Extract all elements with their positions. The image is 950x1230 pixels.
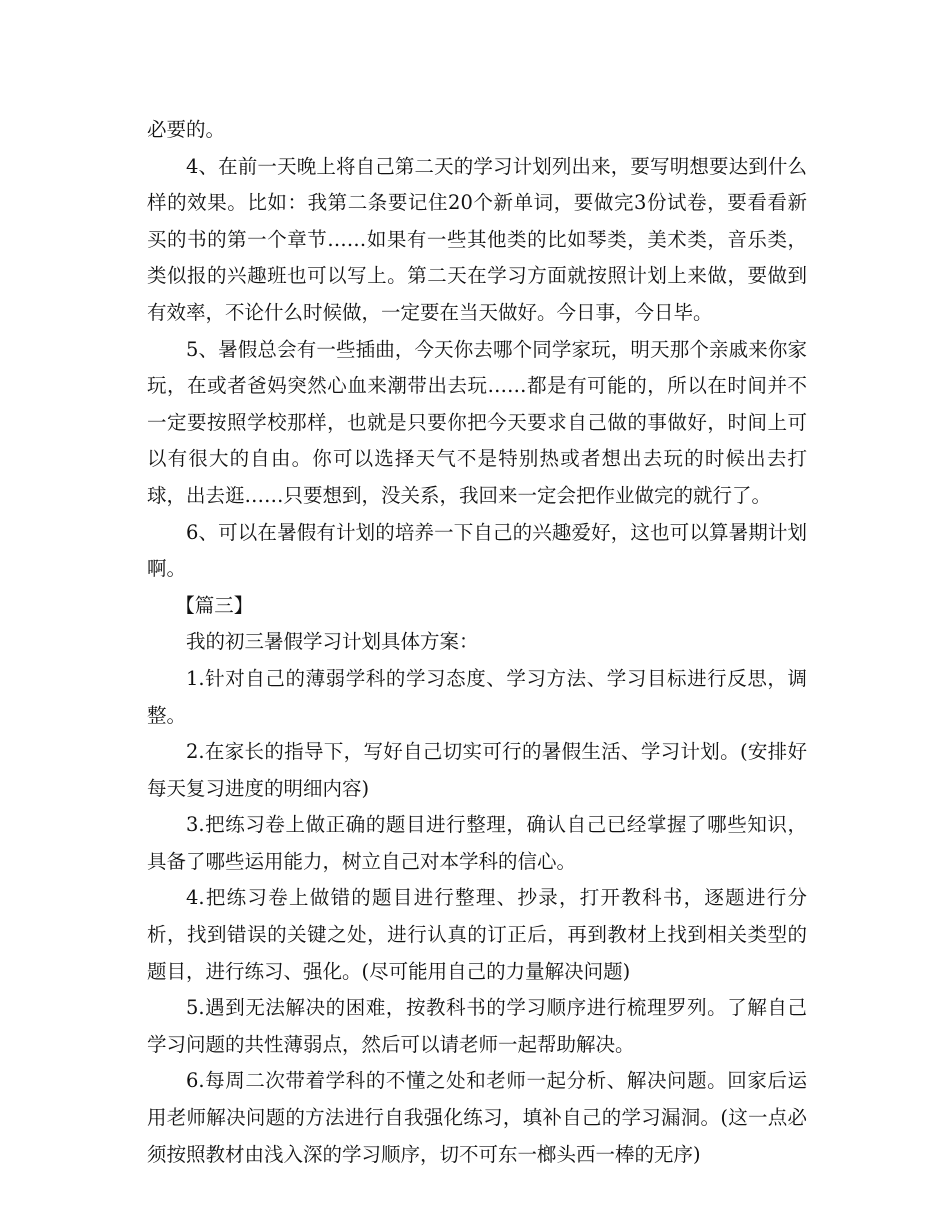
plan-item-4: 4.把练习卷上做错的题目进行整理、抄录，打开教科书，逐题进行分析，找到错误的关键之处，进行认真的订正后，再到教材上找到相关类型的题目，进行练习、强化。(尽可能用自己的力量解决问题)	[147, 886, 807, 983]
paragraph-item-5: 5、暑假总会有一些插曲，今天你去哪个同学家玩，明天那个亲戚来你家玩，在或者爸妈突然心血来潮带出去玩……都是有可能的，所以在时间并不一定要按照学校那样，也就是只要你把今天要求自己做的事做好，时间上可以有很大的自由。你可以选择天气不是特别热或者想出去玩的时候出去打球，出去逛……只要想到，没关系，我回来一定会把作业做完的就行了。	[147, 337, 807, 507]
paragraph-item-4: 4、在前一天晚上将自己第二天的学习计划列出来，要写明想要达到什么样的效果。比如：我第二条要记住20个新单词，要做完3份试卷，要看看新买的书的第一个章节……如果有一些其他类的比如琴类，美术类，音乐类，类似报的兴趣班也可以写上。第二天在学习方面就按照计划上来做，要做到有效率，不论什么时候做，一定要在当天做好。今日事，今日毕。	[147, 154, 807, 324]
paragraph-item-6: 6、可以在暑假有计划的培养一下自己的兴趣爱好，这也可以算暑期计划啊。	[147, 520, 807, 581]
plan-item-1: 1.针对自己的薄弱学科的学习态度、学习方法、学习目标进行反思，调整。	[147, 666, 807, 727]
plan-item-6: 6.每周二次带着学科的不懂之处和老师一起分析、解决问题。回家后运用老师解决问题的方法进行自我强化练习，填补自己的学习漏洞。(这一点必须按照教材由浅入深的学习顺序，切不可东一榔头西一棒的无序)	[147, 1069, 807, 1166]
document-body	[147, 112, 807, 1173]
plan-item-5: 5.遇到无法解决的困难，按教科书的学习顺序进行梳理罗列。了解自己学习问题的共性薄弱点，然后可以请老师一起帮助解决。	[147, 996, 807, 1056]
paragraph-continuation: 必要的。	[147, 118, 226, 141]
section-intro: 我的初三暑假学习计划具体方案：	[186, 630, 479, 654]
section-heading: 【篇三】	[175, 593, 254, 617]
plan-item-3: 3.把练习卷上做正确的题目进行整理，确认自己已经掌握了哪些知识，具备了哪些运用能力，树立自己对本学科的信心。	[147, 813, 807, 873]
plan-item-2: 2.在家长的指导下，写好自己切实可行的暑假生活、学习计划。(安排好每天复习进度的明细内容)	[147, 740, 807, 800]
